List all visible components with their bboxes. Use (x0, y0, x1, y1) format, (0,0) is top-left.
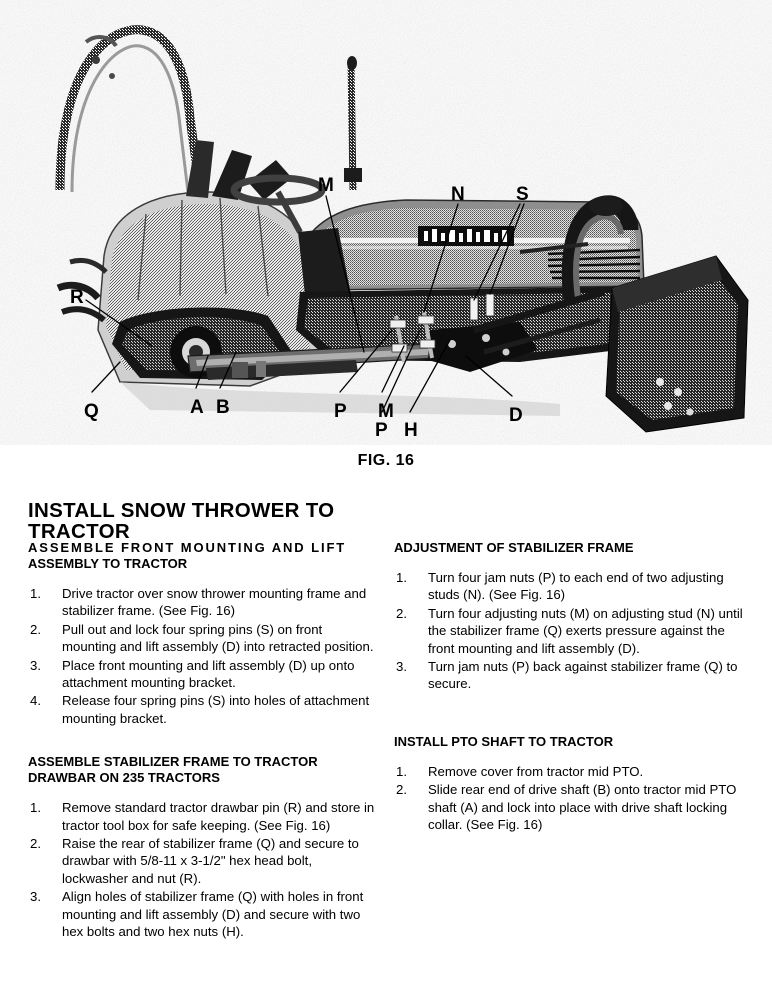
step-item (28, 835, 380, 887)
steps-assemble-stabilizer-frame (28, 799, 380, 940)
step-text: Release four spring pins (S) into holes of attachment mounting bracket. (62, 693, 370, 726)
step-item (394, 781, 746, 833)
section-install-pto-shaft (394, 734, 746, 834)
step-item (28, 657, 380, 692)
step-number: 3. (30, 657, 41, 673)
heading-line-2: DRAWBAR ON 235 TRACTORS (28, 770, 220, 786)
step-item (28, 621, 380, 656)
heading-line-2: ASSEMBLY TO TRACTOR (28, 556, 188, 571)
callout-label-h: H (404, 420, 418, 441)
callout-label-b: B (216, 397, 230, 418)
steps-assemble-front-mounting (28, 585, 380, 727)
step-text: Raise the rear of stabilizer frame (Q) and secure to drawbar with 5/8-11 x 3-1/2" hex head bolt, lockwasher and nut (R). (62, 836, 359, 886)
heading-line-1: ASSEMBLE FRONT MOUNTING AND LIFT (28, 540, 347, 555)
step-item (394, 569, 746, 604)
heading-line-1: INSTALL PTO SHAFT TO TRACTOR (394, 733, 614, 749)
section-assemble-front-mounting (28, 540, 380, 727)
step-number: 1. (30, 800, 41, 816)
callout-label-d: D (509, 405, 523, 426)
step-number: 1. (396, 763, 407, 779)
callout-label-q: Q (84, 401, 99, 422)
step-number: 4. (30, 693, 41, 709)
step-item (28, 585, 380, 620)
step-text: Turn four adjusting nuts (M) on adjusting stud (N) until the stabilizer frame (Q) exerts pressure against the front mounting and lift assembly (D). (428, 605, 743, 656)
step-text: Place front mounting and lift assembly (D) up onto attachment mounting bracket. (62, 657, 355, 691)
section-assemble-stabilizer-frame (28, 754, 380, 940)
step-item (28, 888, 380, 940)
step-number: 1. (396, 570, 407, 585)
step-item (28, 799, 380, 834)
callout-label-p: P (334, 401, 347, 422)
step-text: Turn jam nuts (P) back against stabilizer frame (Q) to secure. (428, 659, 738, 692)
right-column (394, 540, 746, 834)
page-title-line-2: TRACTOR (28, 519, 130, 543)
left-column (28, 540, 380, 942)
step-item (394, 763, 746, 780)
step-number: 2. (396, 605, 407, 621)
step-text: Turn four jam nuts (P) to each end of two adjusting studs (N). (See Fig. 16) (428, 570, 724, 603)
heading-line-1: ADJUSTMENT OF STABILIZER FRAME (394, 540, 634, 555)
step-number: 3. (30, 889, 41, 905)
figure-caption: FIG. 16 (357, 452, 415, 469)
step-text: Pull out and lock four spring pins (S) on front mounting and lift assembly (D) into retracted position. (62, 621, 374, 655)
step-text: Remove standard tractor drawbar pin (R) and store in tractor tool box for safe keeping. (See Fig. 16) (62, 800, 375, 833)
section-heading-install-pto-shaft (394, 734, 746, 750)
page-title (28, 500, 448, 542)
section-heading-assemble-front-mounting (28, 540, 380, 572)
step-item (394, 605, 746, 657)
step-number: 2. (30, 836, 41, 852)
callout-label-m: M (378, 401, 394, 422)
callout-label-s: S (516, 184, 529, 205)
section-heading-adjustment-of-stabilizer-frame (394, 540, 746, 556)
step-item (28, 692, 380, 727)
figure-16 (0, 0, 772, 445)
step-text: Slide rear end of drive shaft (B) onto tractor mid PTO shaft (A) and lock into place with drive shaft locking collar. (See Fig. 16) (428, 782, 737, 833)
step-number: 1. (30, 586, 41, 601)
callout-label-r: R (70, 287, 84, 308)
step-number: 2. (396, 782, 407, 798)
step-item (394, 658, 746, 693)
step-number: 3. (396, 659, 407, 675)
steps-adjustment-of-stabilizer-frame (394, 569, 746, 693)
section-heading-assemble-stabilizer-frame (28, 754, 380, 786)
step-number: 2. (30, 621, 41, 637)
tractor-snow-thrower-photograph (0, 0, 772, 445)
steps-install-pto-shaft (394, 763, 746, 834)
step-text: Drive tractor over snow thrower mounting frame and stabilizer frame. (See Fig. 16) (62, 586, 367, 619)
section-adjustment-of-stabilizer-frame (394, 540, 746, 693)
step-text: Remove cover from tractor mid PTO. (428, 763, 644, 779)
page-title-line-1: INSTALL SNOW THROWER TO (28, 498, 335, 522)
step-text: Align holes of stabilizer frame (Q) with holes in front mounting and lift assembly (D) and secure with two hex bolts and two hex nuts (H). (62, 889, 364, 940)
callout-label-m: M (318, 175, 334, 196)
callout-label-n: N (451, 184, 465, 205)
heading-line-1: ASSEMBLE STABILIZER FRAME TO TRACTOR (28, 754, 318, 770)
callout-label-p: P (375, 420, 388, 441)
callout-label-a: A (190, 397, 204, 418)
